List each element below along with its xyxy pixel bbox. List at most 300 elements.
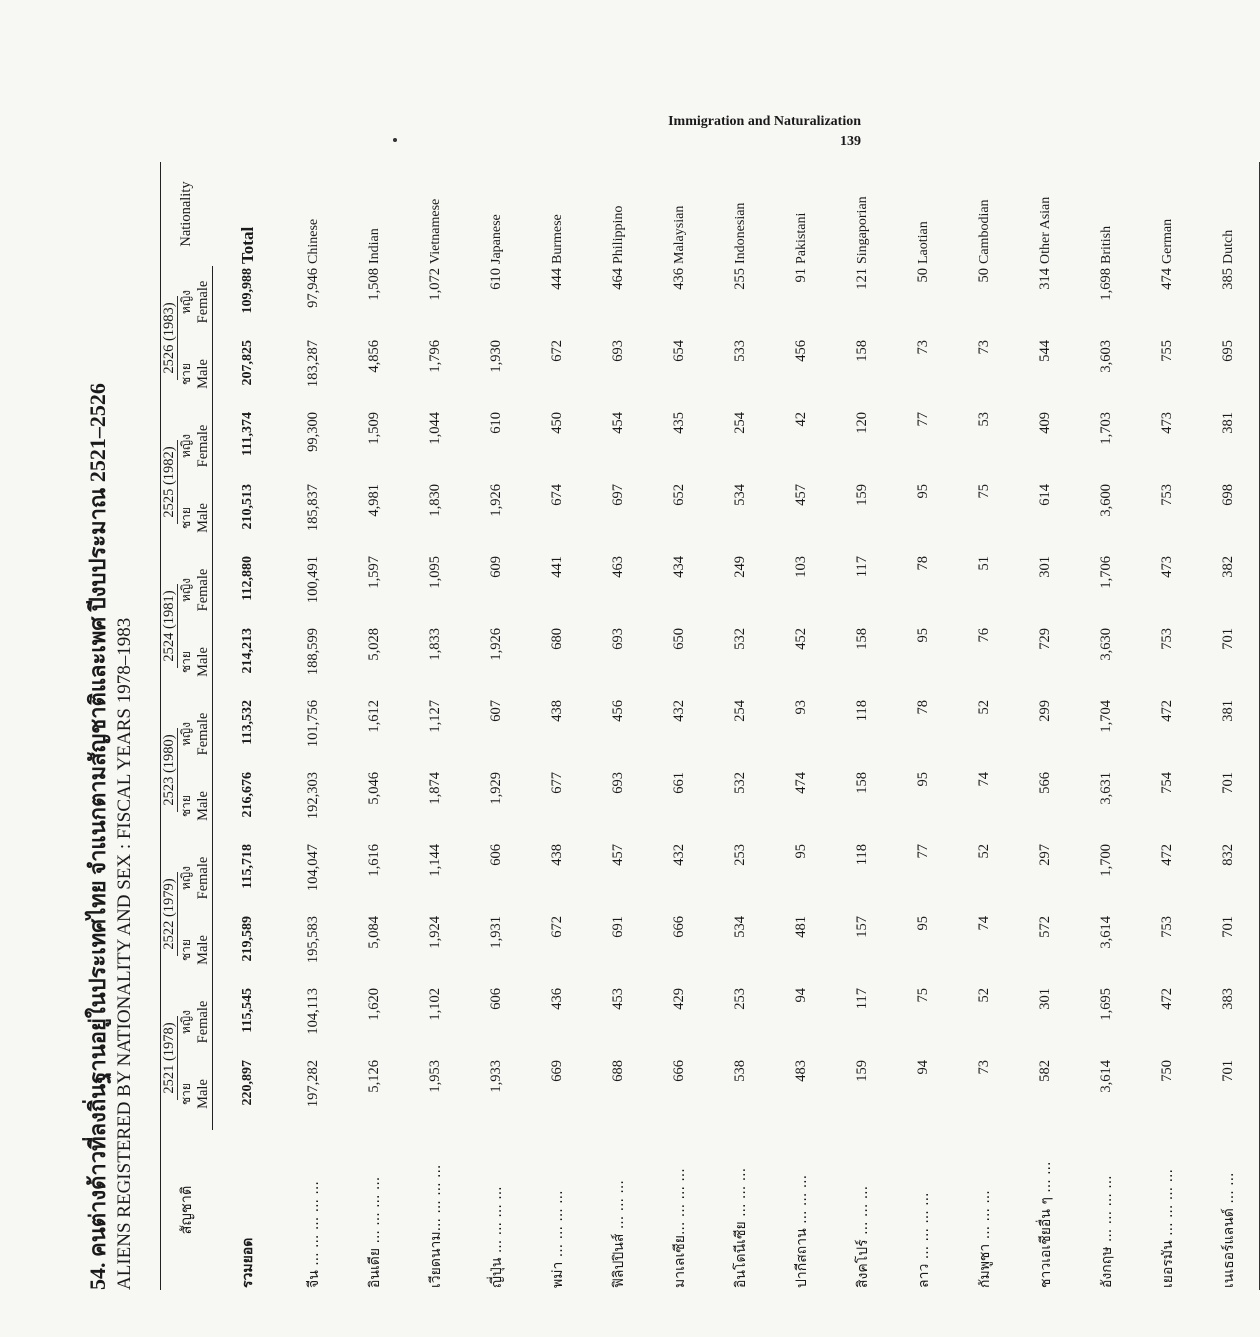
male-count: 753	[1159, 484, 1175, 506]
female-count: 50	[915, 268, 931, 283]
nationality-thai: พม่า ... ... ... ...	[549, 1190, 566, 1288]
male-count: 669	[549, 1060, 565, 1082]
female-header-eng: Female	[195, 424, 211, 468]
female-count: 434	[671, 556, 687, 578]
male-count: 158	[854, 772, 870, 794]
nationality-english: Philippino	[610, 205, 626, 264]
male-header-eng: Male	[195, 791, 211, 821]
male-count: 532	[732, 772, 748, 794]
nationality-thai: ลาว ... ... ... ...	[915, 1192, 932, 1288]
male-count: 1,926	[488, 628, 504, 661]
male-count: 1,929	[488, 772, 504, 805]
female-header-eng: Female	[195, 856, 211, 900]
female-count: 301	[1037, 988, 1053, 1010]
male-count: 94	[915, 1060, 931, 1075]
male-count: 95	[915, 916, 931, 931]
male-header-eng: Male	[195, 503, 211, 533]
female-count: 254	[732, 412, 748, 434]
female-count: 111,374	[240, 412, 255, 456]
male-count: 210,513	[240, 484, 255, 530]
nationality-thai: ฟิลิปปินส์ ... ... ...	[610, 1180, 627, 1288]
female-count: 121	[854, 268, 870, 290]
female-count: 1,144	[427, 844, 443, 877]
female-count: 383	[1198, 986, 1260, 1058]
male-header-thai: ชาย	[179, 363, 193, 385]
female-header-eng: Female	[195, 712, 211, 756]
male-count: 701	[1198, 914, 1260, 986]
nationality-thai: กัมพูชา ... ... ...	[976, 1190, 993, 1288]
female-count: 832	[1198, 842, 1260, 914]
table-body	[213, 162, 1260, 1290]
female-count: 438	[549, 844, 565, 866]
female-count: 1,102	[427, 988, 443, 1021]
male-count: 691	[610, 916, 626, 938]
female-count: 1,616	[366, 844, 382, 877]
female-count: 77	[915, 412, 931, 427]
male-count: 192,303	[305, 772, 321, 820]
male-count: 680	[549, 628, 565, 650]
female-header	[178, 266, 213, 338]
female-count: 450	[549, 412, 565, 434]
male-count: 534	[732, 484, 748, 506]
female-count: 253	[732, 844, 748, 866]
male-count: 188,599	[305, 628, 321, 676]
female-count: 118	[854, 700, 870, 722]
female-header	[178, 410, 213, 482]
female-count: 99,300	[305, 412, 321, 452]
nationality-thai: มาเลเซีย... ... ... ...	[671, 1168, 688, 1288]
female-count: 51	[976, 556, 992, 571]
nationality-thai: รวมยอด	[239, 1237, 256, 1288]
male-count: 73	[915, 340, 931, 355]
table-row	[283, 162, 344, 1290]
nationality-english: Burmese	[549, 214, 565, 264]
nationality-thai: อินเดีย ... ... ... ...	[366, 1176, 383, 1288]
table-row	[832, 162, 893, 1290]
female-count: 472	[1159, 700, 1175, 722]
sex-header-row	[178, 162, 213, 1290]
male-count: 1,930	[488, 340, 504, 373]
female-count: 435	[671, 412, 687, 434]
male-count: 159	[854, 484, 870, 506]
male-count: 695	[1198, 338, 1260, 410]
year-header: 2524 (1981)	[161, 554, 179, 698]
male-count: 483	[793, 1060, 809, 1082]
female-count: 1,698	[1098, 268, 1114, 301]
male-count: 3,630	[1098, 628, 1114, 661]
table-row	[771, 162, 832, 1290]
male-count: 701	[1198, 1058, 1260, 1130]
year-header: 2523 (1980)	[161, 698, 179, 842]
nationality-english: Dutch	[1198, 162, 1260, 266]
male-count: 566	[1037, 772, 1053, 794]
male-count: 1,833	[427, 628, 443, 661]
male-count: 3,614	[1098, 1060, 1114, 1093]
female-count: 249	[732, 556, 748, 578]
table-row	[649, 162, 710, 1290]
female-count: 1,612	[366, 700, 382, 733]
male-count: 614	[1037, 484, 1053, 506]
female-count: 52	[976, 844, 992, 859]
nationality-english: Chinese	[305, 218, 321, 264]
male-header-thai: ชาย	[179, 1083, 193, 1105]
year-header: 2525 (1982)	[161, 410, 179, 554]
table-row	[466, 162, 527, 1290]
aliens-table	[160, 162, 1260, 1290]
male-count: 216,676	[240, 772, 255, 818]
male-count: 4,856	[366, 340, 382, 373]
male-count: 74	[976, 772, 992, 787]
female-header-eng: Female	[195, 1000, 211, 1044]
male-count: 214,213	[240, 628, 255, 674]
table-row	[588, 162, 649, 1290]
male-count: 95	[915, 484, 931, 499]
table-row	[893, 162, 954, 1290]
male-count: 5,046	[366, 772, 382, 805]
male-header-thai: ชาย	[179, 651, 193, 673]
female-count: 432	[671, 700, 687, 722]
female-count: 50	[976, 268, 992, 283]
female-count: 606	[488, 844, 504, 866]
male-count: 652	[671, 484, 687, 506]
nationality-thai: อังกฤษ ... ... ... ...	[1098, 1175, 1115, 1288]
male-count: 207,825	[240, 340, 255, 386]
male-header	[178, 482, 213, 554]
male-count: 95	[915, 628, 931, 643]
male-header	[178, 914, 213, 986]
male-count: 197,282	[305, 1060, 321, 1108]
female-count: 436	[671, 268, 687, 290]
female-count: 1,620	[366, 988, 382, 1021]
male-count: 219,589	[240, 916, 255, 962]
male-count: 661	[671, 772, 687, 794]
female-count: 254	[732, 700, 748, 722]
female-count: 77	[915, 844, 931, 859]
male-count: 672	[549, 340, 565, 362]
male-header	[178, 338, 213, 410]
female-count: 606	[488, 988, 504, 1010]
female-count: 472	[1159, 988, 1175, 1010]
female-count: 438	[549, 700, 565, 722]
female-count: 78	[915, 700, 931, 715]
male-count: 572	[1037, 916, 1053, 938]
male-count: 3,603	[1098, 340, 1114, 373]
female-count: 1,700	[1098, 844, 1114, 877]
female-count: 432	[671, 844, 687, 866]
female-count: 1,706	[1098, 556, 1114, 589]
male-count: 158	[854, 340, 870, 362]
female-count: 78	[915, 556, 931, 571]
male-count: 75	[976, 484, 992, 499]
male-count: 697	[610, 484, 626, 506]
male-count: 452	[793, 628, 809, 650]
male-count: 698	[1198, 482, 1260, 554]
male-header-eng: Male	[195, 647, 211, 677]
female-header-eng: Female	[195, 280, 211, 324]
female-count: 101,756	[305, 700, 321, 748]
female-count: 610	[488, 268, 504, 290]
female-header-thai: หญิง	[179, 434, 193, 458]
male-count: 5,028	[366, 628, 382, 661]
female-count: 104,047	[305, 844, 321, 892]
male-count: 666	[671, 1060, 687, 1082]
female-count: 444	[549, 268, 565, 290]
male-count: 666	[671, 916, 687, 938]
eng-nationality-header: Nationality	[161, 162, 213, 266]
male-count: 1,933	[488, 1060, 504, 1093]
male-count: 1,931	[488, 916, 504, 949]
male-header-eng: Male	[195, 935, 211, 965]
thai-nationality-header: สัญชาติ	[161, 1130, 213, 1290]
male-count: 73	[976, 340, 992, 355]
female-count: 441	[549, 556, 565, 578]
male-count: 693	[610, 340, 626, 362]
female-count: 97,946	[305, 268, 321, 308]
female-count: 1,597	[366, 556, 382, 589]
male-count: 701	[1198, 626, 1260, 698]
nationality-thai: ชาวเอเชียอื่น ๆ ... ...	[1037, 1161, 1054, 1288]
female-count: 1,072	[427, 268, 443, 301]
female-count: 112,880	[240, 556, 255, 601]
year-header: 2521 (1978)	[161, 986, 179, 1130]
female-count: 609	[488, 556, 504, 578]
female-count: 253	[732, 988, 748, 1010]
male-count: 754	[1159, 772, 1175, 794]
male-count: 1,953	[427, 1060, 443, 1093]
male-count: 753	[1159, 628, 1175, 650]
table-row	[1076, 162, 1137, 1290]
male-count: 538	[732, 1060, 748, 1082]
female-count: 1,509	[366, 412, 382, 445]
nationality-thai: เยอรมัน ... ... ... ...	[1159, 1169, 1176, 1288]
male-count: 3,614	[1098, 916, 1114, 949]
male-count: 456	[793, 340, 809, 362]
female-count: 473	[1159, 556, 1175, 578]
nationality-thai: เวียดนาม... ... ... ...	[427, 1164, 444, 1288]
male-count: 183,287	[305, 340, 321, 388]
female-header	[178, 842, 213, 914]
female-count: 115,545	[240, 988, 255, 1033]
female-count: 1,508	[366, 268, 382, 301]
nationality-english: Total	[237, 226, 257, 264]
male-count: 158	[854, 628, 870, 650]
male-count: 753	[1159, 916, 1175, 938]
female-count: 385	[1198, 266, 1260, 338]
male-count: 750	[1159, 1060, 1175, 1082]
nationality-thai: สิงคโปร์ ... ... ...	[854, 1185, 871, 1288]
female-count: 381	[1198, 698, 1260, 770]
male-count: 677	[549, 772, 565, 794]
female-count: 1,044	[427, 412, 443, 445]
male-count: 650	[671, 628, 687, 650]
nationality-thai: ญี่ปุ่น ... ... ... ...	[488, 1186, 505, 1288]
female-count: 1,703	[1098, 412, 1114, 445]
female-count: 120	[854, 412, 870, 434]
year-header: 2522 (1979)	[161, 842, 179, 986]
female-count: 463	[610, 556, 626, 578]
female-header-eng: Female	[195, 568, 211, 612]
female-count: 453	[610, 988, 626, 1010]
male-count: 582	[1037, 1060, 1053, 1082]
female-count: 429	[671, 988, 687, 1010]
female-header	[178, 698, 213, 770]
female-count: 457	[610, 844, 626, 866]
nationality-english: Pakistani	[793, 212, 809, 264]
male-count: 3,631	[1098, 772, 1114, 805]
table-row	[405, 162, 466, 1290]
male-count: 3,600	[1098, 484, 1114, 517]
male-count: 76	[976, 628, 992, 643]
female-count: 472	[1159, 844, 1175, 866]
male-count: 474	[793, 772, 809, 794]
male-count: 1,796	[427, 340, 443, 373]
nationality-english: Singaporian	[854, 196, 870, 264]
female-count: 103	[793, 556, 809, 578]
speck	[393, 138, 397, 142]
table-row	[1198, 162, 1260, 1290]
female-count: 1,095	[427, 556, 443, 589]
male-count: 544	[1037, 340, 1053, 362]
nationality-thai: จีน ... ... ... ... ...	[305, 1181, 322, 1288]
female-count: 1,127	[427, 700, 443, 733]
male-count: 674	[549, 484, 565, 506]
male-count: 672	[549, 916, 565, 938]
nationality-english: Cambodian	[976, 199, 992, 264]
female-count: 297	[1037, 844, 1053, 866]
nationality-english: German	[1159, 218, 1175, 264]
nationality-english: Malaysian	[671, 205, 687, 264]
male-count: 701	[1198, 770, 1260, 842]
female-count: 409	[1037, 412, 1053, 434]
male-header-thai: ชาย	[179, 507, 193, 529]
nationality-english: British	[1098, 225, 1114, 264]
table-row	[710, 162, 771, 1290]
section-title: Immigration and Naturalization	[668, 114, 861, 129]
female-count: 100,491	[305, 556, 321, 604]
nationality-english: Laotian	[915, 221, 931, 264]
male-count: 220,897	[240, 1060, 255, 1106]
female-header	[178, 554, 213, 626]
table-title-thai: 54. คนต่างด้าวที่ลงถิ่นฐานอยู่ในประเทศไทย จำแนกตามสัญชาติและเพศ ปีงบประมาณ 2521–2526	[85, 383, 110, 1290]
female-count: 456	[610, 700, 626, 722]
nationality-thai: อินโดนีเซีย ... ... ...	[732, 1167, 749, 1288]
female-count: 382	[1198, 554, 1260, 626]
male-count: 5,084	[366, 916, 382, 949]
year-header-row	[161, 162, 179, 1290]
male-count: 693	[610, 628, 626, 650]
female-count: 52	[976, 988, 992, 1003]
male-count: 457	[793, 484, 809, 506]
female-count: 1,695	[1098, 988, 1114, 1021]
male-count: 74	[976, 916, 992, 931]
table-row	[344, 162, 405, 1290]
male-count: 5,126	[366, 1060, 382, 1093]
female-header-thai: หญิง	[179, 722, 193, 746]
female-count: 474	[1159, 268, 1175, 290]
female-count: 117	[854, 988, 870, 1010]
table-row	[527, 162, 588, 1290]
female-count: 255	[732, 268, 748, 290]
female-count: 301	[1037, 556, 1053, 578]
table-row	[954, 162, 1015, 1290]
male-count: 729	[1037, 628, 1053, 650]
male-count: 533	[732, 340, 748, 362]
female-count: 607	[488, 700, 504, 722]
male-header-eng: Male	[195, 359, 211, 389]
total-row	[213, 162, 284, 1290]
male-count: 159	[854, 1060, 870, 1082]
female-header-thai: หญิง	[179, 578, 193, 602]
male-count: 532	[732, 628, 748, 650]
page-number: 139	[840, 134, 861, 149]
table-title-english: ALIENS REGISTERED BY NATIONALITY AND SEX : FISCAL YEARS 1978–1983	[114, 617, 135, 1290]
male-count: 688	[610, 1060, 626, 1082]
female-header-thai: หญิง	[179, 1010, 193, 1034]
year-header: 2526 (1983)	[161, 266, 179, 410]
male-count: 534	[732, 916, 748, 938]
female-count: 93	[793, 700, 809, 715]
male-count: 73	[976, 1060, 992, 1075]
female-count: 454	[610, 412, 626, 434]
table-row	[1137, 162, 1198, 1290]
male-count: 481	[793, 916, 809, 938]
female-count: 52	[976, 700, 992, 715]
male-header	[178, 770, 213, 842]
female-count: 42	[793, 412, 809, 427]
male-count: 95	[915, 772, 931, 787]
female-count: 610	[488, 412, 504, 434]
male-count: 1,830	[427, 484, 443, 517]
female-count: 75	[915, 988, 931, 1003]
male-count: 693	[610, 772, 626, 794]
female-count: 113,532	[240, 700, 255, 745]
rotated-table-page	[80, 160, 1237, 1290]
female-count: 53	[976, 412, 992, 427]
female-header-thai: หญิง	[179, 866, 193, 890]
male-count: 157	[854, 916, 870, 938]
female-count: 117	[854, 556, 870, 578]
female-count: 104,113	[305, 988, 321, 1035]
female-header	[178, 986, 213, 1058]
table-row	[1015, 162, 1076, 1290]
male-header-eng: Male	[195, 1079, 211, 1109]
nationality-english: Indian	[366, 228, 382, 264]
nationality-thai: เนเธอร์แลนด์ ... ...	[1198, 1130, 1260, 1290]
female-count: 1,704	[1098, 700, 1114, 733]
female-count: 118	[854, 844, 870, 866]
nationality-english: Vietnamese	[427, 198, 443, 264]
male-count: 1,926	[488, 484, 504, 517]
female-header-thai: หญิง	[179, 290, 193, 314]
male-count: 654	[671, 340, 687, 362]
nationality-thai: ปากีสถาน ... ... ...	[793, 1174, 810, 1288]
nationality-english: Other Asian	[1037, 196, 1053, 264]
male-header	[178, 1058, 213, 1130]
female-count: 381	[1198, 410, 1260, 482]
female-count: 314	[1037, 268, 1053, 290]
female-count: 436	[549, 988, 565, 1010]
female-count: 94	[793, 988, 809, 1003]
female-count: 95	[793, 844, 809, 859]
female-count: 473	[1159, 412, 1175, 434]
female-count: 109,988	[240, 268, 255, 314]
male-count: 1,924	[427, 916, 443, 949]
male-count: 755	[1159, 340, 1175, 362]
female-count: 115,718	[240, 844, 255, 889]
nationality-english: Indonesian	[732, 202, 748, 264]
male-header-thai: ชาย	[179, 939, 193, 961]
male-count: 185,837	[305, 484, 321, 532]
